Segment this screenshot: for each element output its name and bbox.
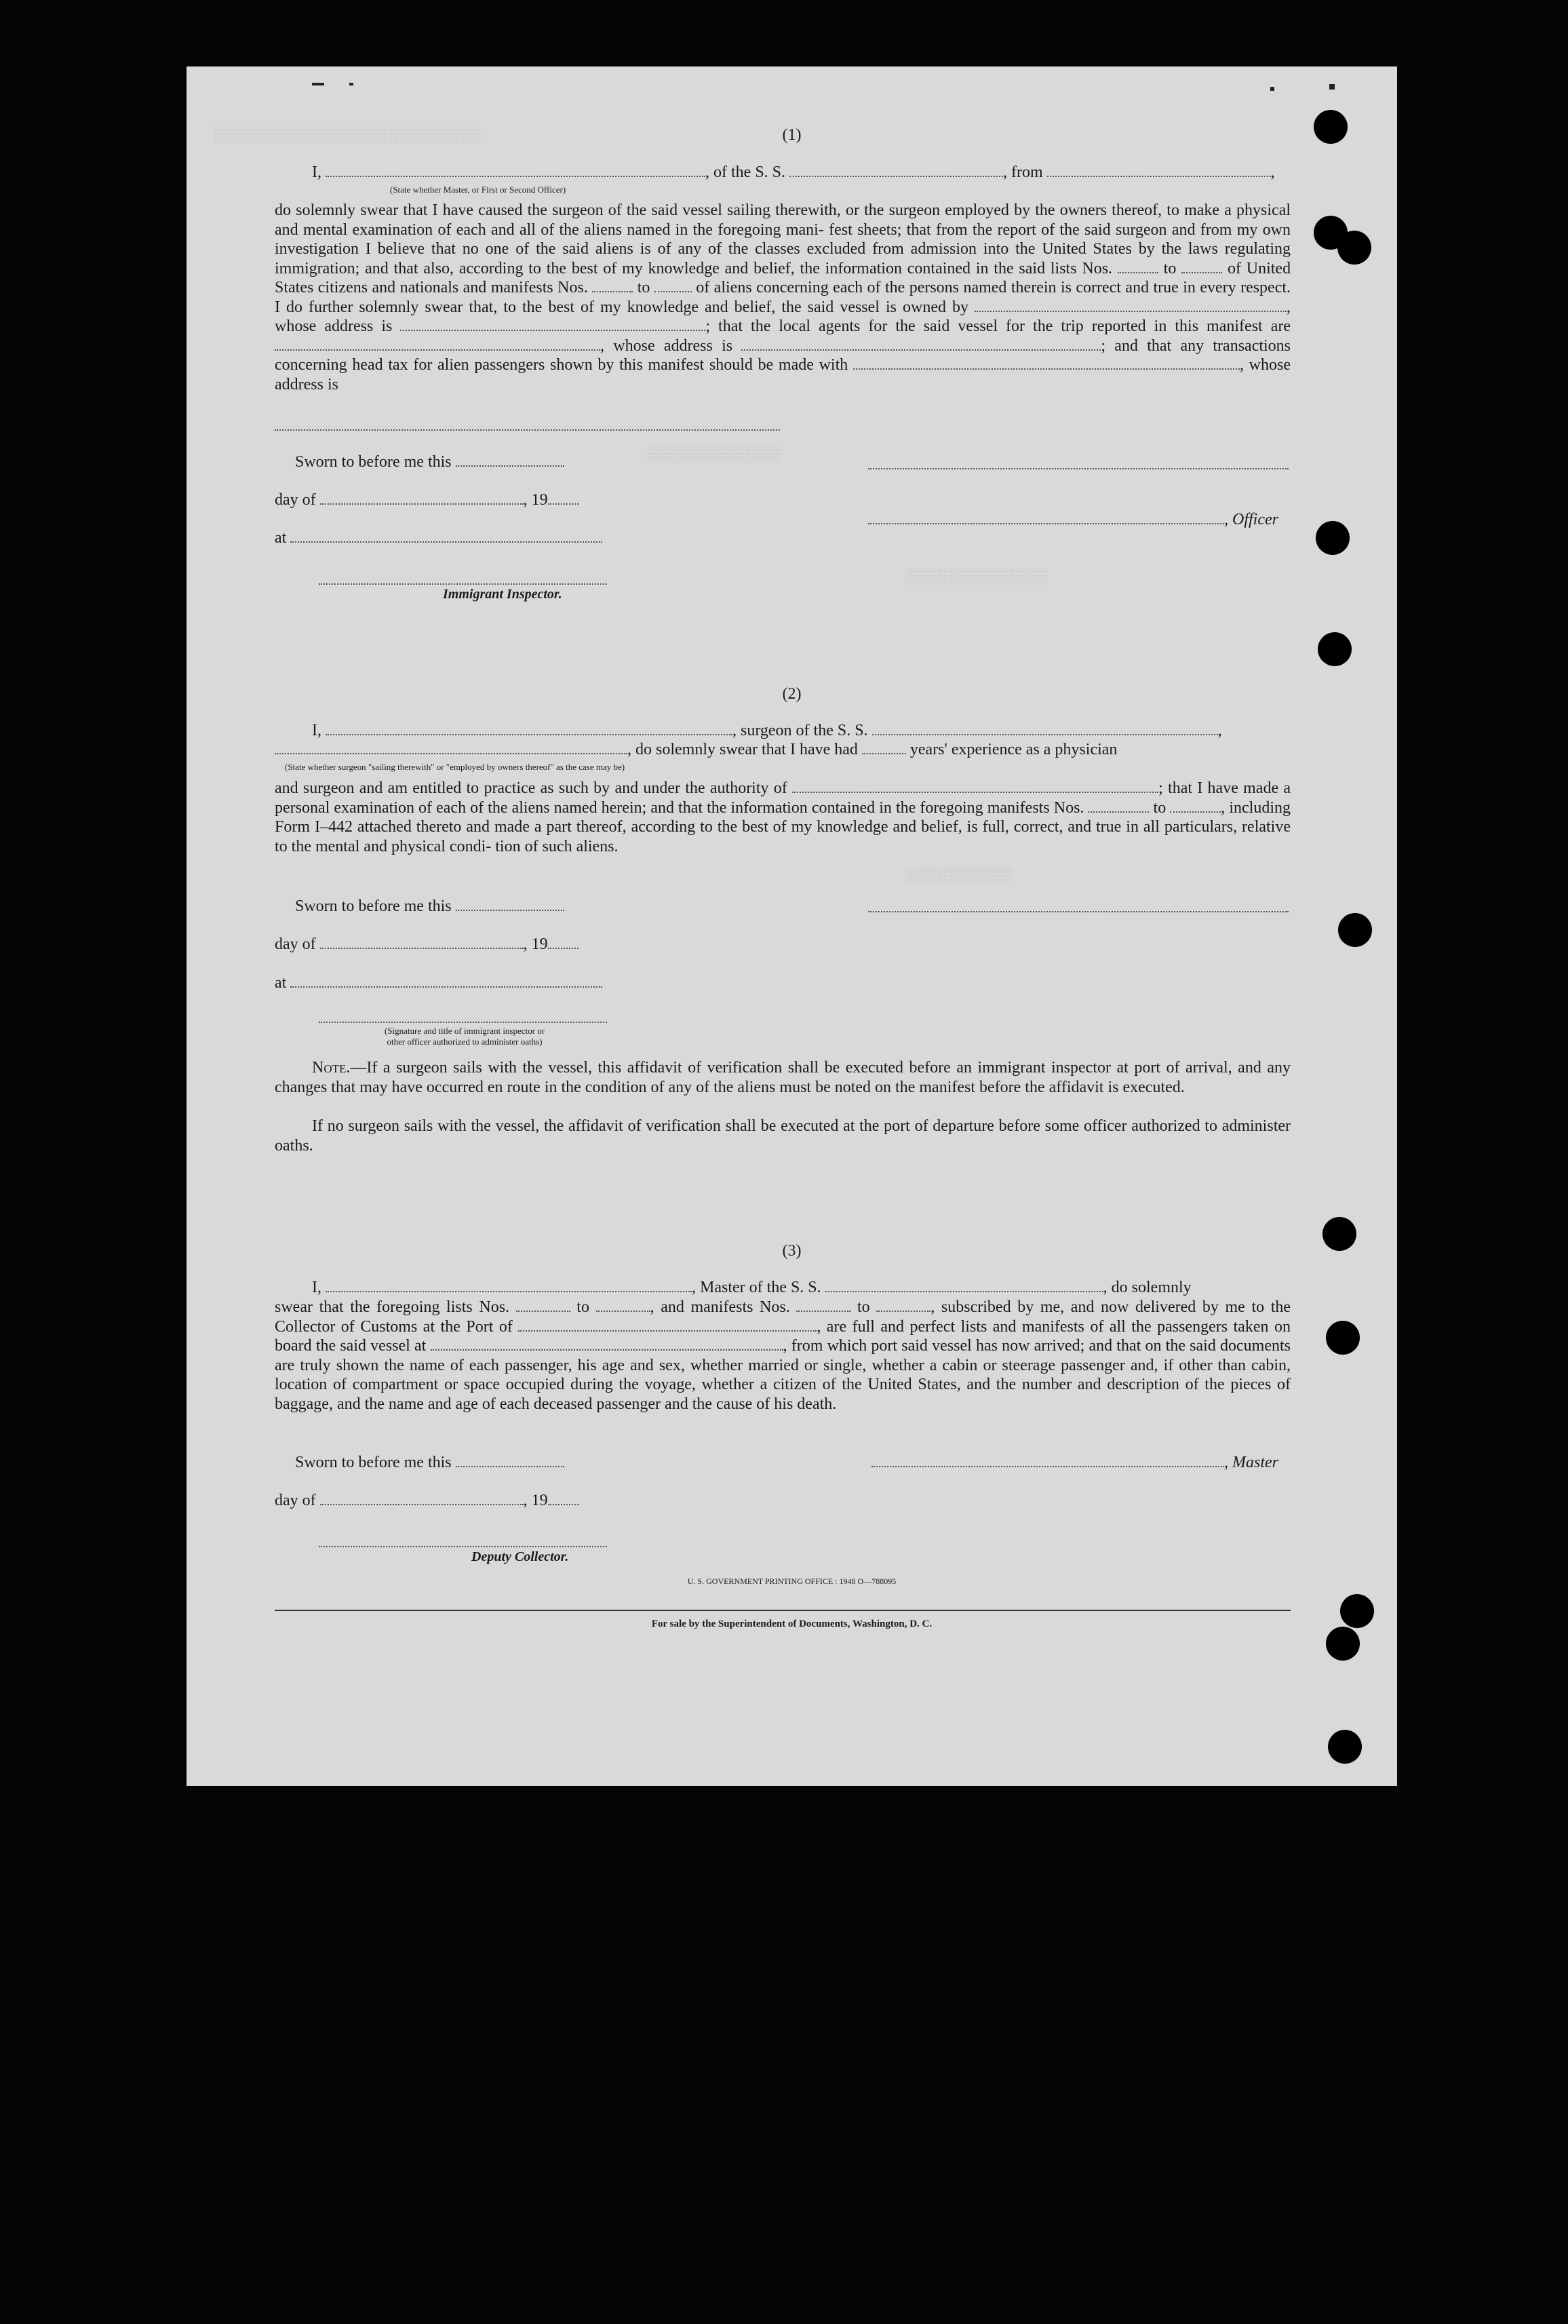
s3-day-line: day of , 19 — [275, 1492, 579, 1510]
s2-line-2: , do solemnly swear that I have had years' experience as a physician — [275, 741, 1117, 759]
s2-day-line: day of , 19 — [275, 935, 579, 954]
s2-surgeon-signature-line — [868, 911, 1289, 912]
s1-officer-signature-line — [868, 468, 1289, 469]
binder-hole — [1328, 1730, 1362, 1764]
s1-officer-hint: (State whether Master, or First or Second Officer) — [390, 185, 566, 195]
s1-inspector-caption: Immigrant Inspector. — [443, 587, 562, 602]
s3-collector-caption: Deputy Collector. — [471, 1549, 569, 1564]
binder-hole — [1326, 1627, 1360, 1661]
binder-hole — [1316, 521, 1350, 555]
s1-continuation-line — [275, 429, 780, 431]
scan-mark — [312, 83, 324, 85]
s2-note-2: If no surgeon sails with the vessel, the affidavit of verification shall be executed at the port of departure before some officer authorized to administer oaths. — [275, 1117, 1291, 1155]
s3-collector-signature-line — [319, 1546, 607, 1547]
s1-at-line: at — [275, 529, 602, 547]
section-2-number: (2) — [782, 685, 802, 703]
binder-hole — [1318, 632, 1352, 666]
s2-at-line: at — [275, 974, 602, 992]
s2-paragraph: and surgeon and am entitled to practice as such by and under the authority of ; that I have made a personal examination of each of the aliens named herein; and that the information contained in the foregoing manifests Nos. to , including Form I–442 attached thereto and made a part thereof, according to the best of my knowledge and belief, is full, correct, and true in all particulars, relative to the mental and physical condi- tion of such aliens. — [275, 779, 1291, 855]
bleed-through-text: ░░░░░░░░░░░░░░░ — [648, 446, 783, 463]
binder-hole — [1340, 1594, 1374, 1628]
s3-paragraph: swear that the foregoing lists Nos. to , and manifests Nos. to , subscribed by me, and now delivered by me to the Collector of Customs at the Port of , are full and perfect lists and manifests of all the passengers taken on board the said vessel at , from which port said vessel has now arrived; and that on the said documents are truly shown the name of each passenger, his age and sex, whether married or single, whether a cabin or steerage passenger and, if other than cabin, location of compartment or space occupied during the voyage, whether a citizen of the United States, and the number and description of the pieces of baggage, and the name and age of each deceased passenger and the cause of his death. — [275, 1298, 1291, 1413]
s2-note: Note.—If a surgeon sails with the vessel, this affidavit of verification shall be executed before an immigrant inspector at port of arrival, and any changes that may have occurred en route in the condition of any of the aliens must be noted on the manifest before the affidavit is executed. — [275, 1059, 1291, 1096]
scan-mark — [349, 83, 353, 85]
s1-line-1: I, , of the S. S. , from , — [312, 163, 1275, 181]
form-page — [187, 66, 1397, 1786]
bleed-through-text: ░░░░░░░░░░░░░░░░ — [905, 568, 1049, 585]
scan-mark — [1270, 87, 1274, 91]
footer-rule — [275, 1610, 1291, 1611]
s2-line-1: I, , surgeon of the S. S. , — [312, 722, 1222, 739]
binder-hole — [1326, 1321, 1360, 1355]
s3-sworn-line: Sworn to before me this — [295, 1454, 564, 1472]
s3-line-1: I, , Master of the S. S. , do solemnly — [312, 1279, 1192, 1296]
binder-hole — [1338, 913, 1372, 947]
s2-signature-caption: (Signature and title of immigrant inspector or other officer authorized to administer oaths) — [384, 1026, 545, 1047]
s1-officer-line: , Officer — [868, 511, 1278, 529]
section-3-number: (3) — [782, 1242, 802, 1260]
s1-sworn-line: Sworn to before me this — [295, 453, 564, 471]
binder-hole — [1337, 231, 1371, 265]
s1-inspector-signature-line — [319, 583, 607, 585]
s1-paragraph: do solemnly swear that I have caused the surgeon of the said vessel sailing therewith, or the surgeon employed by the owners thereof, to make a physical and mental examination of each and all of the aliens named in the foregoing mani- fest sheets; that from the report of the said surgeon and from my own investigation I believe that no one of the said aliens is of any of the classes excluded from admission into the United States by the laws regulating immigration; and that also, according to the best of my knowledge and belief, the information contained in the said lists Nos. to of United States citizens and nationals and manifests Nos. to of aliens concerning each of the persons named therein is correct and true in every respect. I do further solemnly swear that, to the best of my knowledge and belief, the said vessel is owned by , whose address is ; that the local agents for the said vessel for the trip reported in this manifest are , whose address is ; and that any transactions concerning head tax for alien passengers shown by this manifest should be made with , whose address is — [275, 201, 1291, 393]
s2-inspector-signature-line — [319, 1022, 607, 1023]
s3-master-line: , Master — [871, 1454, 1278, 1472]
binder-hole — [1314, 110, 1348, 144]
section-1-number: (1) — [782, 126, 802, 144]
sale-notice: For sale by the Superintendent of Documents, Washington, D. C. — [651, 1619, 933, 1629]
s2-sworn-line: Sworn to before me this — [295, 897, 564, 916]
bleed-through-text: ░░░░░░░░░░░░░░░░░░░░░░░░░░░░░░ — [214, 128, 483, 144]
bleed-through-text: ░░░░░░░░░░░░ — [905, 867, 1013, 884]
scan-mark — [1329, 84, 1335, 90]
gpo-imprint: U. S. GOVERNMENT PRINTING OFFICE : 1948 O—788095 — [687, 1576, 897, 1586]
s1-day-line: day of , 19 — [275, 491, 579, 509]
s2-surgeon-hint: (State whether surgeon "sailing therewith" or "employed by owners thereof" as the case may be) — [285, 762, 625, 772]
binder-hole — [1322, 1217, 1356, 1251]
